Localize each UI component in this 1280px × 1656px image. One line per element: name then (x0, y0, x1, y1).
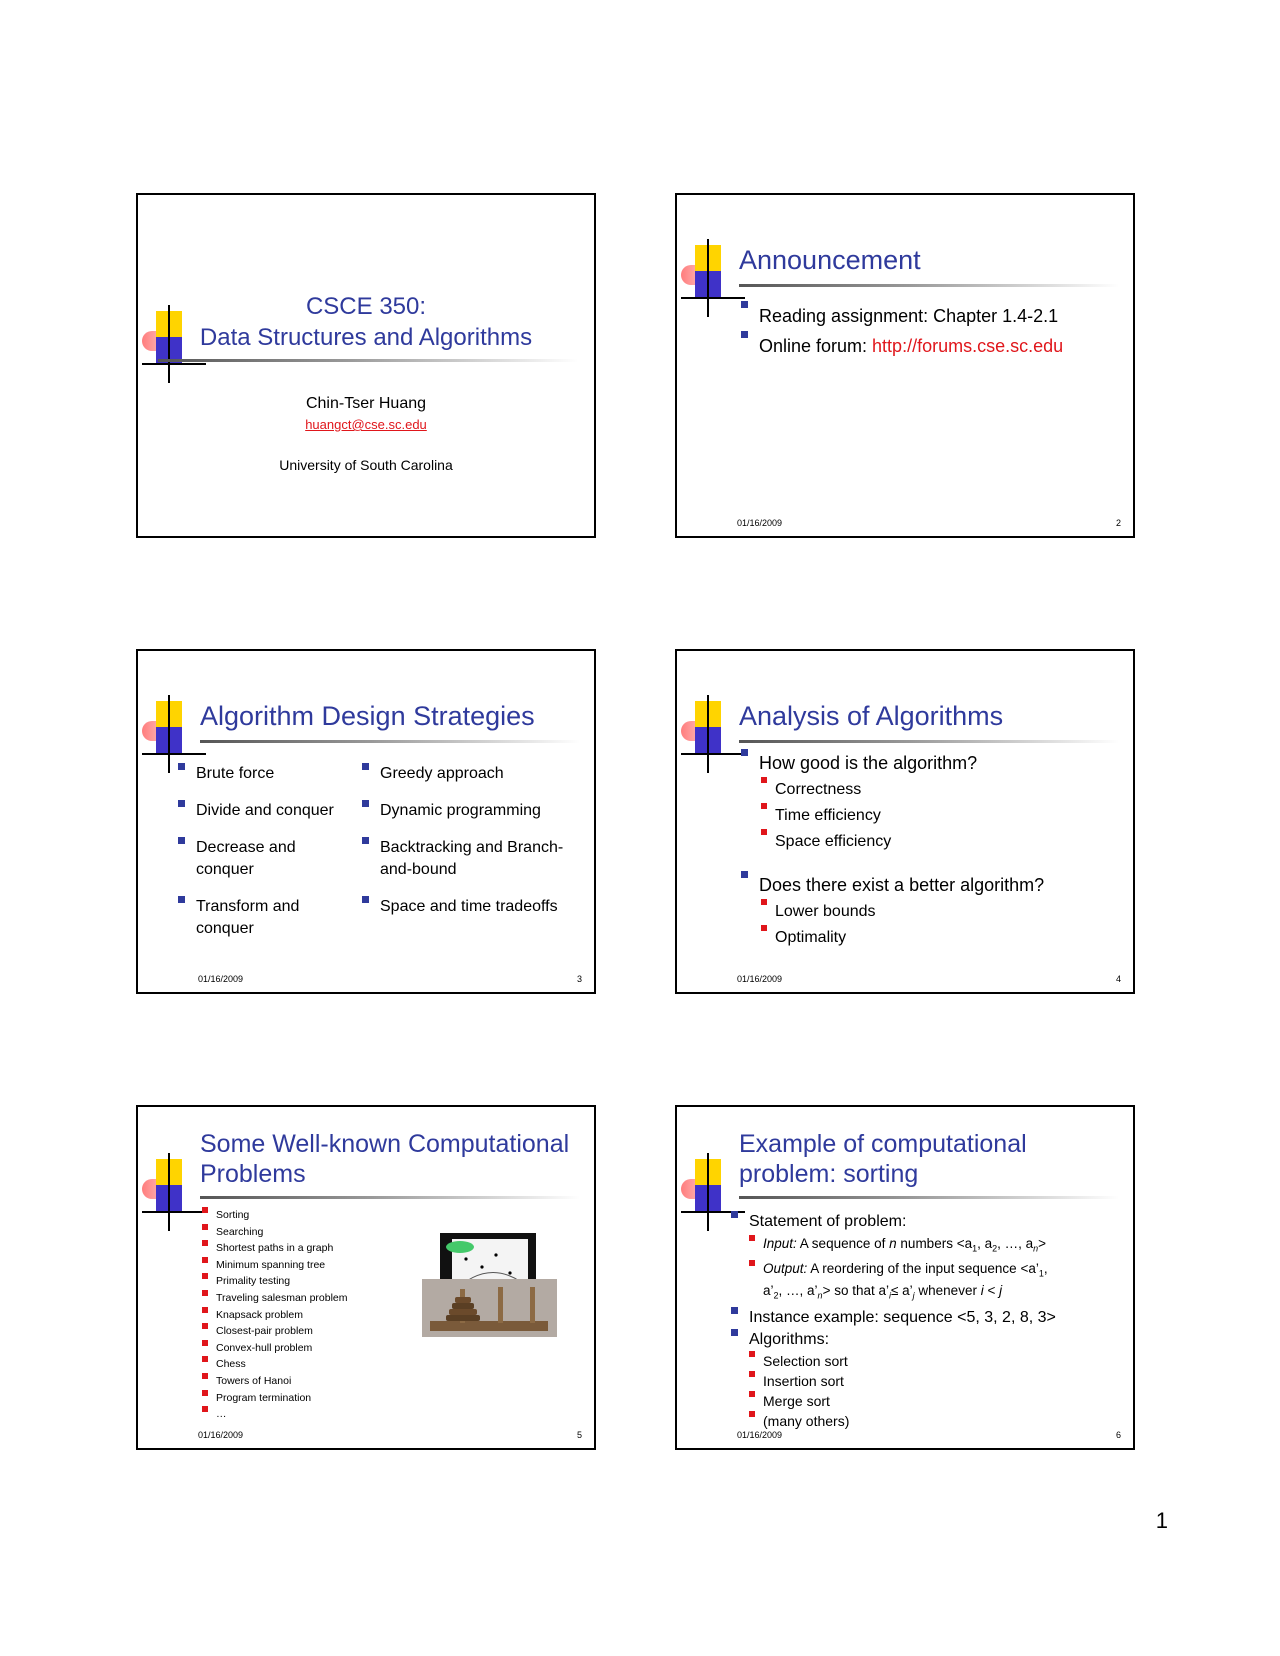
problems-illustration (422, 1233, 557, 1358)
slide-title (200, 1129, 569, 1189)
title-line-1: Some Well-known Computational (200, 1130, 570, 1158)
graph-node (508, 1271, 511, 1274)
slide-title (138, 291, 594, 353)
strategy-list-right (362, 763, 587, 918)
hanoi-disc (449, 1309, 477, 1315)
question-2: Does there exist a better algorithm? Lower bounds Optimality (741, 871, 1044, 951)
title-rule (739, 740, 1119, 743)
slide-date: 01/16/2009 (737, 1430, 783, 1440)
slide-6 (675, 1105, 1135, 1450)
bullet-text: Reading assignment: Chapter 1.4-2.1 (759, 306, 1059, 326)
list-item: Decrease and conquer (178, 837, 306, 881)
list-item: Backtracking and Branch-and-bound (362, 837, 580, 881)
list-item: Optimality (761, 925, 1044, 951)
forum-link[interactable]: http://forums.cse.sc.edu (872, 336, 1064, 356)
slide-date: 01/16/2009 (198, 1430, 244, 1440)
slide-number: 2 (1115, 518, 1121, 528)
output-item: Output: A reordering of the input sequence $<a’_1$, $a’_2$, …, $a’_n>$ so that $a’_i\le$ $a’_j$ whenever i < j (749, 1260, 1121, 1305)
list-item: Program termination (202, 1390, 348, 1407)
slide-logo (681, 245, 745, 317)
list-item: Primality testing (202, 1273, 348, 1290)
list-item: … (202, 1406, 348, 1423)
list-item: Chess (202, 1356, 348, 1373)
analysis-list (741, 749, 1044, 951)
title-line-2: problem: sorting (739, 1160, 919, 1188)
bullet-text: Online forum: (759, 336, 873, 356)
list-item: Shortest paths in a graph (202, 1240, 348, 1257)
title-line-1: CSCE 350: (305, 293, 427, 320)
hanoi-peg (530, 1287, 535, 1323)
instance-bullet: Instance example: sequence <5, 3, 2, 8, 3> (731, 1307, 1121, 1329)
slide-1 (136, 193, 596, 538)
title-line-2: Data Structures and Algorithms (199, 324, 533, 351)
algorithm-sub-list (749, 1351, 1121, 1431)
graph-node (464, 1257, 467, 1260)
list-item: Traveling salesman problem (202, 1290, 348, 1307)
hanoi-disc (446, 1315, 480, 1321)
list-item: Minimum spanning tree (202, 1257, 348, 1274)
page-number: 1 (1155, 1508, 1168, 1533)
slide-4 (675, 649, 1135, 994)
sorting-list (731, 1211, 1121, 1431)
list-item: Sorting (202, 1207, 348, 1224)
list-item: Selection sort (749, 1351, 1121, 1371)
slide-date: 01/16/2009 (737, 518, 783, 528)
slide-title: Announcement (739, 245, 921, 275)
title-rule (739, 284, 1119, 287)
sub-list (761, 899, 1044, 951)
sub-list (761, 777, 1044, 855)
list-item: Greedy approach (362, 763, 587, 785)
graph-node (480, 1265, 483, 1268)
slide-2 (675, 193, 1135, 538)
slide-title: Algorithm Design Strategies (200, 701, 535, 731)
list-item: Closest-pair problem (202, 1323, 348, 1340)
hanoi-peg (498, 1287, 503, 1323)
slide-number: 5 (576, 1430, 582, 1440)
slide-5 (136, 1105, 596, 1450)
list-item: Space and time tradeoffs (362, 896, 587, 918)
list-item: Dynamic programming (362, 800, 587, 822)
slide-logo (681, 701, 745, 773)
slide-logo (142, 1159, 206, 1231)
slide-date: 01/16/2009 (198, 974, 244, 984)
bullet-list (741, 301, 1063, 361)
statement-bullet: Statement of problem: Input: A sequence of n numbers $<a_1$, $a_2$, …, $a_n>$ Output: A reordering of the input sequence $<a’_1$, $a’_2$, …, $a’_n>$ so that $a’_i\le$ $a’_j$ whenever i < j (731, 1211, 1121, 1305)
slide-title: Analysis of Algorithms (739, 701, 1004, 731)
hanoi-disc (455, 1297, 471, 1303)
statement-sub-list (749, 1235, 1121, 1305)
list-item: Insertion sort (749, 1371, 1121, 1391)
slide-number: 4 (1115, 974, 1121, 984)
hanoi-disc (452, 1303, 474, 1309)
list-item: Time efficiency (761, 803, 1044, 829)
list-item: Lower bounds (761, 899, 1044, 925)
title-rule (200, 740, 580, 743)
title-rule (739, 1196, 1119, 1199)
slide-number: 3 (576, 974, 582, 984)
list-item: Knapsack problem (202, 1307, 348, 1324)
problem-list (202, 1207, 348, 1423)
question-1: How good is the algorithm? Correctness Time efficiency Space efficiency (741, 749, 1044, 855)
affiliation: University of South Carolina (279, 457, 453, 473)
list-item: Space efficiency (761, 829, 1044, 855)
list-item: Convex-hull problem (202, 1340, 348, 1357)
title-line-2: Problems (200, 1160, 306, 1188)
strategy-list-left (178, 763, 348, 940)
input-item: Input: A sequence of n numbers $<a_1$, $a_2$, …, $a_n>$ (749, 1235, 1121, 1258)
title-line-1: Example of computational (739, 1130, 1027, 1158)
author: Chin-Tser Huang (305, 395, 427, 412)
list-item: (many others) (749, 1411, 1121, 1431)
list-item: Merge sort (749, 1391, 1121, 1411)
list-item: Towers of Hanoi (202, 1373, 348, 1390)
green-disc (446, 1241, 474, 1253)
graph-node (494, 1253, 497, 1256)
bullet-forum (741, 331, 1063, 361)
algorithms-bullet: Algorithms: Selection sort Insertion sort Merge sort (many others) (731, 1329, 1121, 1431)
slide-3 (136, 649, 596, 994)
bullet-reading (741, 301, 1063, 331)
list-item: Divide and conquer (178, 800, 348, 822)
list-item: Brute force (178, 763, 348, 785)
title-rule (200, 1196, 580, 1199)
slide-title (739, 1129, 1027, 1189)
list-item: Correctness (761, 777, 1044, 803)
email-link[interactable]: huangct@cse.sc.edu (305, 417, 427, 432)
list-item: Searching (202, 1224, 348, 1241)
slide-date: 01/16/2009 (737, 974, 783, 984)
list-item: Transform and conquer (178, 896, 316, 940)
slide-number: 6 (1115, 1430, 1121, 1440)
title-rule (158, 359, 578, 362)
